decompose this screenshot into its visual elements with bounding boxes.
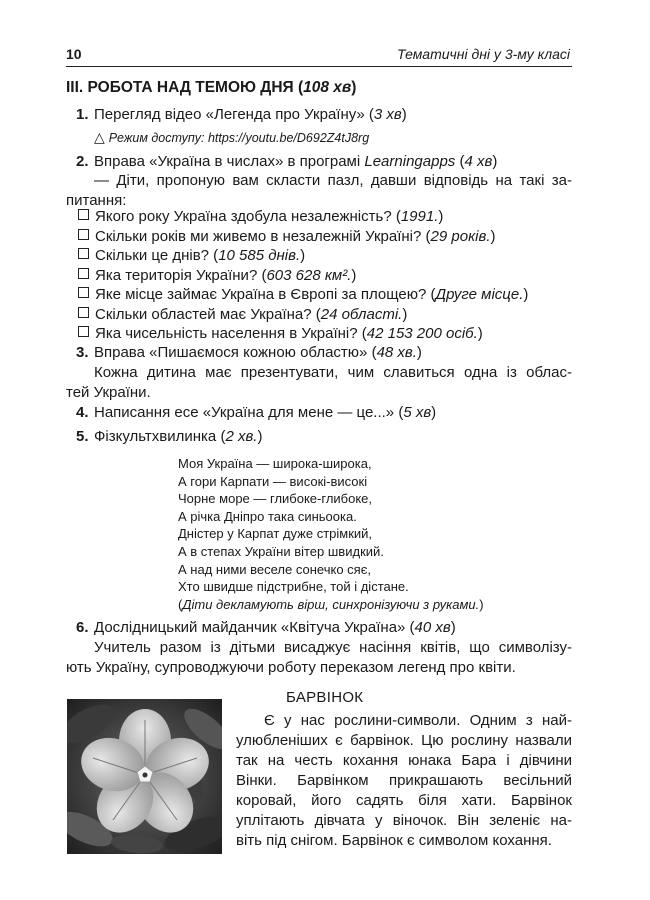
- poem-line: Дністер у Карпат дуже стрімкий,: [178, 526, 373, 542]
- poem-line: Хто швидше підстрибне, той і дістане.: [178, 579, 409, 595]
- item-1: 1. Перегляд відео «Легенда про Україну» (3 хв): [76, 106, 407, 123]
- checkbox-icon: [78, 287, 89, 298]
- checkbox-icon: [78, 268, 89, 279]
- periwinkle-photo: [67, 699, 222, 854]
- checkbox-icon: [78, 229, 89, 240]
- question-list: [78, 207, 528, 344]
- checkbox-icon: [78, 209, 89, 220]
- item-6-text: Учитель разом із дітьми висаджує насіння квітів, що символізу- ють Україну, супроводжуючи роботу переказом легенд про квіти.: [66, 639, 572, 676]
- question-item: Яка територія України? (603 628 км².): [78, 266, 528, 286]
- poem-line: А річка Дніпро така синьоока.: [178, 508, 357, 524]
- poem-note: (Діти декламують вірш, синхронізуючи з руками.): [178, 596, 484, 612]
- question-item: Скільки областей має Україна? (24 області.): [78, 305, 528, 325]
- checkbox-icon: [78, 307, 89, 318]
- item-3: 3. Вправа «Пишаємося кожною областю» (48 хв.): [76, 344, 422, 361]
- item-2: 2. Вправа «Україна в числах» в програмі Learningapps (4 хв): [76, 153, 498, 170]
- poem-line: А гори Карпати — високі-високі: [178, 473, 368, 489]
- section-title: III. РОБОТА НАД ТЕМОЮ ДНЯ (108 хв): [66, 79, 357, 96]
- checkbox-icon: [78, 248, 89, 259]
- poem-line: А над ними веселе сонечко сяє,: [178, 561, 371, 577]
- running-title: Тематичні дні у 3-му класі: [396, 46, 570, 62]
- item-4: 4. Написання есе «Україна для мене — це...» (5 хв): [76, 404, 437, 421]
- poem-line: Моя Україна — широка-широка,: [178, 456, 372, 471]
- question-item: Яке місце займає Україна в Європі за площею? (Друге місце.): [78, 285, 528, 305]
- page-header: [66, 44, 572, 67]
- item-5: 5. Фізкультхвилинка (2 хв.): [76, 428, 263, 445]
- item-3-text: Кожна дитина має презентувати, чим славиться одна із облас- тей України.: [66, 364, 572, 401]
- poem-line: А в степах України вітер швидкий.: [178, 543, 384, 559]
- checkbox-icon: [78, 326, 89, 337]
- question-item: Яка чисельність населення в Україні? (42 153 200 осіб.): [78, 324, 528, 344]
- question-item: Скільки років ми живемо в незалежній Україні? (29 років.): [78, 227, 528, 247]
- poem-line: Чорне море — глибоке-глибоке,: [178, 491, 373, 507]
- flower-title: БАРВІНОК: [286, 689, 364, 706]
- video-access-note: [94, 129, 369, 146]
- video-link[interactable]: Режим доступу: https://youtu.be/D692Z4tJ8rg: [108, 131, 370, 145]
- flower-legend-text: Є у нас рослини-символи. Одним з най- улюбленіших є барвінок. Цю рослину назвали так на честь кохання юнака Бара і дівчини Вінки. Барвінком прикрашають весільний коровай, його садять біля хати. Барвінок уплітають дівчата у віночок. Він зеленіє на- віть під снігом. Барвінок є символом кохання.: [236, 712, 572, 849]
- poem: [178, 455, 484, 613]
- triangle-icon: △: [94, 129, 105, 145]
- question-item: Скільки це днів? (10 585 днів.): [78, 246, 528, 266]
- item-6: 6. Дослідницький майданчик «Квітуча Україна» (40 хв): [76, 619, 456, 636]
- page-number: 10: [66, 46, 82, 62]
- item-2-intro: — Діти, пропоную вам скласти пазл, давши відповідь на такі за- питання:: [66, 172, 572, 209]
- question-item: Якого року Україна здобула незалежність? (1991.): [78, 207, 528, 227]
